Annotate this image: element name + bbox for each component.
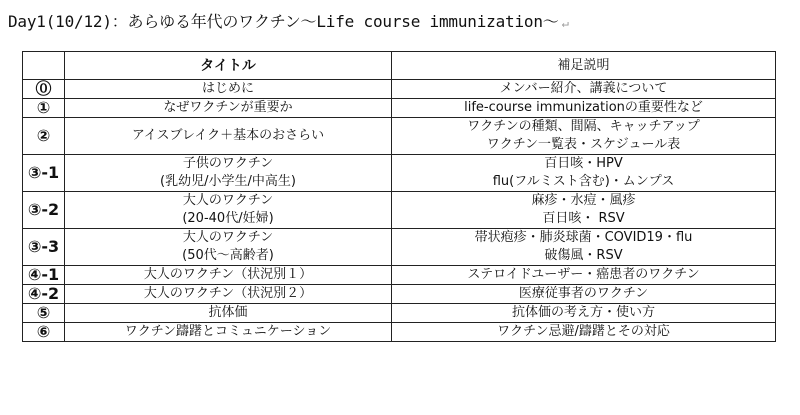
row-number: ④-1 [23,266,65,285]
table-row [23,229,776,266]
return-mark-icon: ↵ [561,16,569,30]
row-title [65,118,392,155]
row-note [392,80,776,99]
row-note-line: ワクチンの種類、間隔、キャッチアップ [467,119,700,134]
row-title [65,323,392,342]
row-title-line: 抗体価 [208,305,248,320]
row-note-line: 破傷風・RSV [544,248,623,263]
row-title-line: (20-40代/妊婦) [182,211,274,226]
table-row [23,285,776,304]
row-title [65,229,392,266]
row-note-line: 百日咳・HPV [544,156,623,171]
row-title [65,285,392,304]
header-num [23,52,65,80]
row-note [392,285,776,304]
row-number: ⓪ [23,80,65,99]
row-title-line: (乳幼児/小学生/中高生) [160,174,296,189]
row-number: ⑥ [23,323,65,342]
row-title [65,99,392,118]
row-title-line: (50代〜高齢者) [182,248,274,263]
row-note [392,118,776,155]
row-number: ③-3 [23,229,65,266]
row-note [392,304,776,323]
syllabus-table [22,51,776,342]
table-row [23,155,776,192]
row-number: ⑤ [23,304,65,323]
document-title [8,10,569,34]
row-title-line: 大人のワクチン [182,230,274,245]
table-row [23,118,776,155]
table-row [23,192,776,229]
header-title: タイトル [65,52,392,80]
row-note-line: 抗体価の考え方・使い方 [511,305,655,320]
document-title-text: Day1(10/12)：あらゆる年代のワクチン〜Life course immunization〜 [8,12,559,31]
row-note-line: ワクチン一覧表・スケジュール表 [486,137,681,152]
row-note [392,266,776,285]
row-note-line: 百日咳・ RSV [542,211,625,226]
row-number: ① [23,99,65,118]
row-title-line: ワクチン躊躇とコミュニケーション [124,324,332,339]
row-note-line: flu(フルミスト含む)・ムンプス [492,174,675,189]
row-note-line: ワクチン忌避/躊躇とその対応 [497,324,670,339]
row-title [65,155,392,192]
row-title-line: 子供のワクチン [182,156,274,171]
table-row [23,323,776,342]
row-note-line: メンバー紹介、講義について [499,81,668,96]
row-number: ③-2 [23,192,65,229]
row-title-line: アイスブレイク＋基本のおさらい [131,128,325,143]
row-note [392,155,776,192]
row-title [65,304,392,323]
table-body [23,80,776,342]
header-note: 補足説明 [392,52,776,80]
table-row [23,304,776,323]
row-title [65,80,392,99]
table-header-row [23,52,776,80]
row-title [65,266,392,285]
row-note-line: 麻疹・水痘・風疹 [531,193,636,208]
row-title-line: 大人のワクチン [182,193,274,208]
row-number: ② [23,118,65,155]
row-title-line: なぜワクチンが重要か [163,100,293,115]
table-row [23,99,776,118]
row-note [392,99,776,118]
row-title-line: 大人のワクチン（状況別１） [143,267,313,282]
row-note [392,192,776,229]
row-note-line: ステロイドユーザー・癌患者のワクチン [467,267,700,282]
row-title [65,192,392,229]
row-note-line: life-course immunizationの重要性など [464,100,703,115]
row-number: ④-2 [23,285,65,304]
row-note [392,229,776,266]
row-title-line: はじめに [201,81,254,96]
row-note-line: 帯状疱疹・肺炎球菌・COVID19・flu [474,230,693,245]
table-row [23,80,776,99]
row-number: ③-1 [23,155,65,192]
row-title-line: 大人のワクチン（状況別２） [143,286,313,301]
table-row [23,266,776,285]
row-note-line: 医療従事者のワクチン [518,286,649,301]
row-note [392,323,776,342]
